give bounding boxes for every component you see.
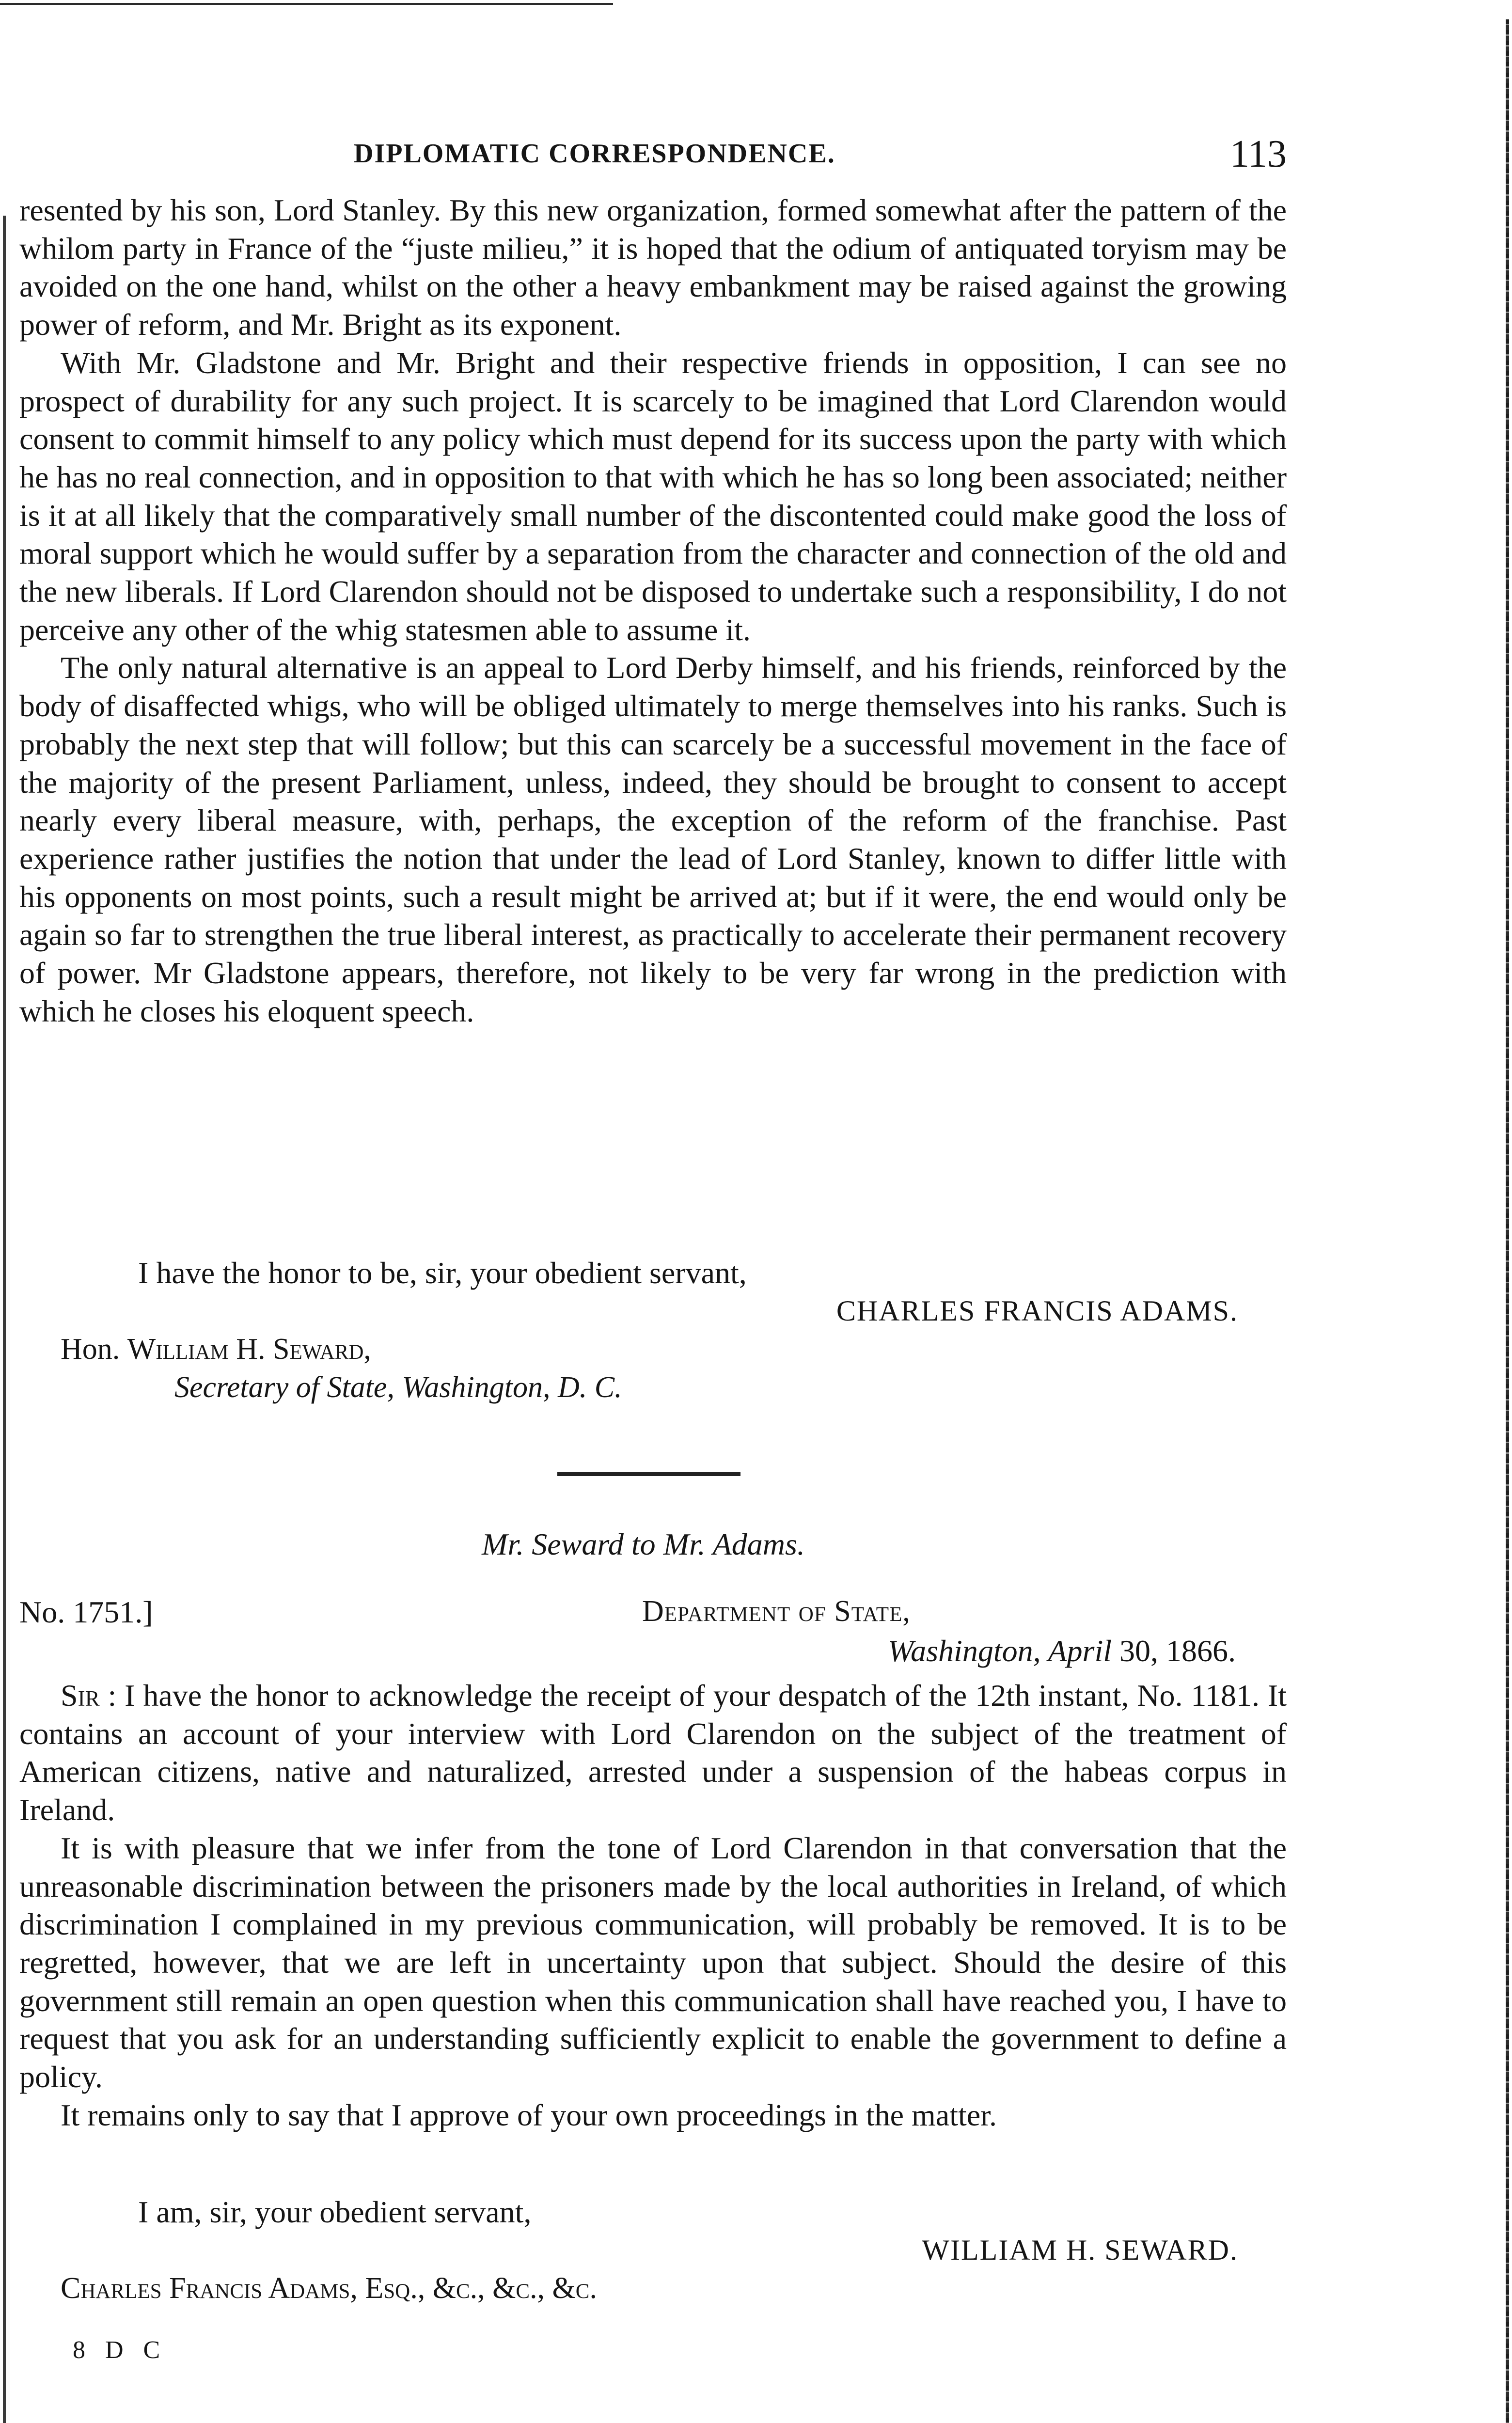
paragraph: It is with pleasure that we infer from the tone of Lord Clarendon in that conversation that the unreasonable discrimination between the prisoners made by the local authorities in Ireland, of which discrimination I complained in my previous communication, will probably be removed. It is to be regretted, however, that we are left in uncertainty upon that subject. Should the desire of this government still remain an open question when this communication shall have reached you, I have to request that you ask for an understanding sufficiently explicit to enable the government to define a policy. [19,1830,1287,2094]
paragraph: With Mr. Gladstone and Mr. Bright and their respective friends in opposition, I can see no prospect of durability for any such project. It is scarcely to be imagined that Lord Clarendon would consent to commit himself to any policy which must depend for its success upon the party with which he has no real connection, and in opposition to that with which he has so long been associated; neither is it at all likely that the comparatively small number of the discontented could make good the loss of moral support which he would suffer by a separation from the character and connection of the old and the new liberals. If Lord Clarendon should not be disposed to undertake such a responsibility, I do not perceive any other of the whig statesmen able to assume it. [19,345,1287,647]
running-head [0,133,1287,187]
recipient-line [19,1330,1287,1369]
salutation: Sir : [61,1678,117,1713]
despatch-number: No. 1751.] [19,1595,153,1629]
dateline [19,1594,1287,1677]
letter-heading: Mr. Seward to Mr. Adams. [482,1527,805,1561]
paragraph [19,1677,1287,1829]
closing-line: I am, sir, your obedient servant, [138,2195,532,2229]
page-edge-right [1506,19,1509,2423]
letter-seward-closing-block [19,2193,1287,2308]
closing-line: I have the honor to be, sir, your obedient servant, [138,1256,747,1290]
recipient-name: William H. Seward, [127,1333,371,1366]
date-day-year: 30, 1866. [1119,1634,1236,1668]
recipient-title: Secretary of State, Washington, D. C. [174,1371,622,1404]
department-name: Department of State, [642,1595,911,1628]
signature-mark: 8 D C [73,2336,167,2364]
letter-adams-body [19,191,1287,1030]
running-title: DIPLOMATIC CORRESPONDENCE. [354,139,835,169]
letter-seward-body [19,1677,1287,2134]
paragraph: The only natural alternative is an appeal to Lord Derby himself, and his friends, reinforced by the body of disaffected whigs, who will be obliged ultimately to merge themselves into his ranks. Such is probably the next step that will follow; but this can scarcely be a successful movement in the face of the majority of the present Parliament, unless, indeed, they should be brought to consent to accept nearly every liberal measure, with, perhaps, the exception of the reform of the franchise. Past experience rather justifies the notion that under the lead of Lord Stanley, known to differ little with his opponents on most points, such a result might be arrived at; but if it were, the end would only be again so far to strengthen the true liberal interest, as practically to accelerate their permanent recovery of power. Mr Gladstone appears, therefore, not likely to be very far wrong in the prediction with which he closes his eloquent speech. [19,650,1287,1028]
paragraph: resented by his son, Lord Stanley. By this new organization, formed somewhat after the pattern of the whilom party in France of the “juste milieu,” it is hoped that the odium of antiquated toryism may be avoided on the one hand, whilst on the other a heavy embankment may be raised against the growing power of reform, and Mr. Bright as its exponent. [19,193,1287,342]
paragraph: It remains only to say that I approve of your own proceedings in the matter. [61,2097,997,2132]
page-edge-left [3,216,6,2423]
page-edge-top [0,3,613,5]
page-number: 113 [1229,133,1287,175]
letter-date [888,1633,1236,1669]
paragraph-text: I have the honor to acknowledge the receipt of your despatch of the 12th instant, No. 1181. It contains an account of your interview with Lord Clarendon on the subject of the treatment of American citizens, native and naturalized, arrested under a suspension of the habeas corpus in Ireland. [19,1678,1287,1827]
section-divider [557,1472,740,1476]
date-place: Washington, April [887,1634,1112,1668]
recipient-line: Charles Francis Adams, Esq., &c., &c., &c. [61,2272,597,2305]
letter-adams-closing-block [19,1254,1287,1407]
signature-seward: WILLIAM H. SEWARD. [922,2234,1238,2266]
recipient-prefix: Hon. [61,1333,120,1366]
signature-adams: CHARLES FRANCIS ADAMS. [836,1295,1238,1327]
